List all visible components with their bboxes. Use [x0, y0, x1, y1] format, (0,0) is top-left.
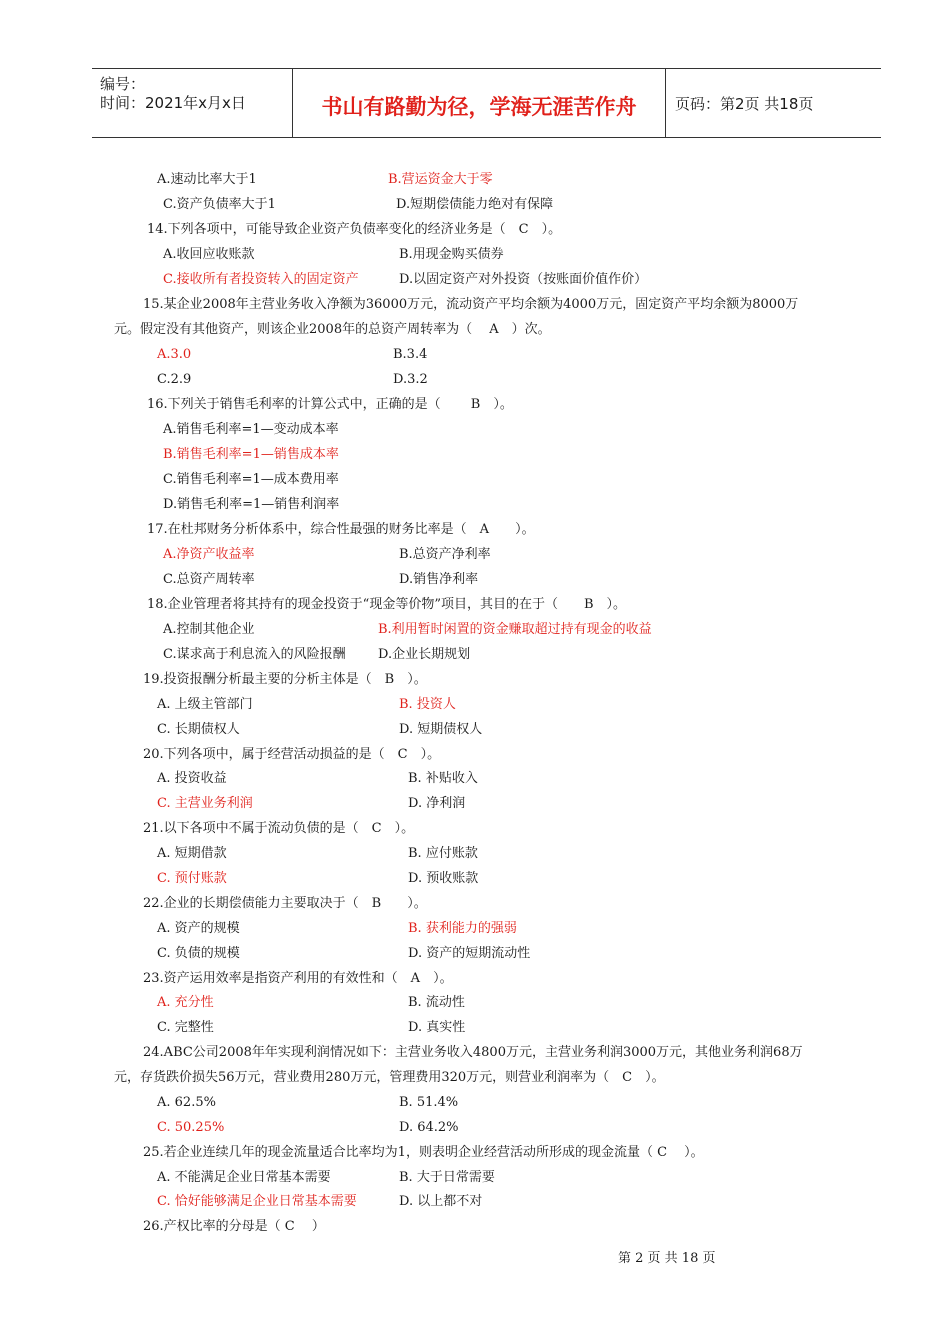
header-meta-cell [92, 69, 292, 137]
text-line: B. 51.4% [399, 1095, 459, 1110]
text-line: 25.若企业连续几年的现金流量适合比率均为1，则表明企业经营活动所形成的现金流量（ C ）。 [143, 1145, 704, 1160]
text-line: B.用现金购买债券 [399, 247, 504, 262]
text-line: 元，存货跌价损失56万元，营业费用280万元，管理费用320万元，则营业利润率为（ C ）。 [114, 1070, 665, 1085]
answer-line: B. 获利能力的强弱 [408, 921, 517, 936]
text-line: A. 短期借款 [157, 846, 227, 861]
text-line: A. 62.5% [157, 1095, 216, 1110]
text-line: 19.投资报酬分析最主要的分析主体是（ B ）。 [143, 672, 427, 687]
answer-line: B.利用暂时闲置的资金赚取超过持有现金的收益 [378, 622, 652, 637]
text-line: D.销售毛利率=1—销售利润率 [163, 497, 340, 512]
text-line: B.3.4 [393, 347, 428, 362]
text-line: 17.在杜邦财务分析体系中，综合性最强的财务比率是（ A ）。 [147, 522, 535, 537]
text-line: D. 64.2% [399, 1120, 459, 1135]
answer-line: C. 恰好能够满足企业日常基本需要 [157, 1194, 357, 1209]
text-line: A.销售毛利率=1—变动成本率 [163, 422, 339, 437]
answer-line: C.接收所有者投资转入的固定资产 [163, 272, 359, 287]
text-line: D.销售净利率 [399, 572, 479, 587]
answer-line: B.销售毛利率=1—销售成本率 [163, 447, 339, 462]
text-line: D.以固定资产对外投资（按账面价值作价） [399, 272, 648, 287]
text-line: D. 以上都不对 [399, 1194, 483, 1209]
text-line: 21.以下各项中不属于流动负债的是（ C ）。 [143, 821, 415, 836]
text-line: C.总资产周转率 [163, 572, 255, 587]
time-label: 时间：2021年x月x日 [100, 94, 246, 112]
text-line: C.销售毛利率=1—成本费用率 [163, 472, 339, 487]
motto-text: 书山有路勤为径，学海无涯苦作舟 [321, 95, 637, 119]
text-line: D. 预收账款 [408, 871, 479, 886]
text-line: D. 短期债权人 [399, 722, 483, 737]
text-line: D. 真实性 [408, 1020, 466, 1035]
text-line: 24.ABC公司2008年年实现利润情况如下：主营业务收入4800万元，主营业务利润3000万元，其他业务利润68万 [143, 1045, 803, 1060]
text-line: B. 流动性 [408, 995, 465, 1010]
text-line: 22.企业的长期偿债能力主要取决于（ B ）。 [143, 896, 427, 911]
text-line: A. 投资收益 [157, 771, 227, 786]
text-line: B. 大于日常需要 [399, 1170, 495, 1185]
text-line: 26.产权比率的分母是（ C ） [143, 1219, 325, 1234]
page-number-label: 页码：第2页 共18页 [675, 95, 814, 113]
text-line: 15.某企业2008年主营业务收入净额为36000万元，流动资产平均余额为4000万元，固定资产平均余额为8000万 [143, 297, 799, 312]
text-line: 16.下列关于销售毛利率的计算公式中，正确的是（ B ）。 [147, 397, 513, 412]
text-line: B. 应付账款 [408, 846, 478, 861]
answer-line: B.营运资金大于零 [388, 172, 493, 187]
text-line: C.2.9 [157, 372, 192, 387]
text-line: 20.下列各项中，属于经营活动损益的是（ C ）。 [143, 747, 441, 762]
header-page-cell [665, 69, 881, 137]
text-line: A. 不能满足企业日常基本需要 [157, 1170, 331, 1185]
text-line: 14.下列各项中，可能导致企业资产负债率变化的经济业务是（ C ）。 [147, 222, 562, 237]
text-line: 元。假定没有其他资产，则该企业2008年的总资产周转率为（ A ）次。 [114, 322, 551, 337]
text-line: D. 净利润 [408, 796, 466, 811]
text-line: C. 负债的规模 [157, 946, 240, 961]
text-line: A. 上级主管部门 [157, 697, 253, 712]
page-footer: 第 2 页 共 18 页 [618, 1251, 716, 1266]
text-line: A.控制其他企业 [163, 622, 255, 637]
page-header [92, 68, 881, 138]
text-line: C.资产负债率大于1 [163, 197, 276, 212]
text-line: A.速动比率大于1 [157, 172, 257, 187]
answer-line: A. 充分性 [157, 995, 214, 1010]
answer-line: C. 预付账款 [157, 871, 227, 886]
text-line: C. 长期债权人 [157, 722, 240, 737]
text-line: B.总资产净利率 [399, 547, 491, 562]
text-line: D.3.2 [393, 372, 428, 387]
text-line: A. 资产的规模 [157, 921, 240, 936]
text-line: D. 资产的短期流动性 [408, 946, 531, 961]
answer-line: C. 主营业务利润 [157, 796, 253, 811]
text-line: C. 完整性 [157, 1020, 214, 1035]
serial-number-label: 编号： [100, 75, 146, 93]
answer-line: B. 投资人 [399, 697, 456, 712]
text-line: C.谋求高于利息流入的风险报酬 [163, 647, 346, 662]
text-line: 23.资产运用效率是指资产利用的有效性和（ A ）。 [143, 971, 453, 986]
answer-line: A.3.0 [157, 347, 192, 362]
answer-line: A.净资产收益率 [163, 547, 255, 562]
text-line: 18.企业管理者将其持有的现金投资于“现金等价物”项目，其目的在于（ B ）。 [147, 597, 627, 612]
text-line: D.短期偿债能力绝对有保障 [396, 197, 554, 212]
text-line: A.收回应收账款 [163, 247, 255, 262]
text-line: D.企业长期规划 [378, 647, 471, 662]
answer-line: C. 50.25% [157, 1120, 225, 1135]
header-motto-cell [292, 69, 666, 137]
text-line: B. 补贴收入 [408, 771, 478, 786]
